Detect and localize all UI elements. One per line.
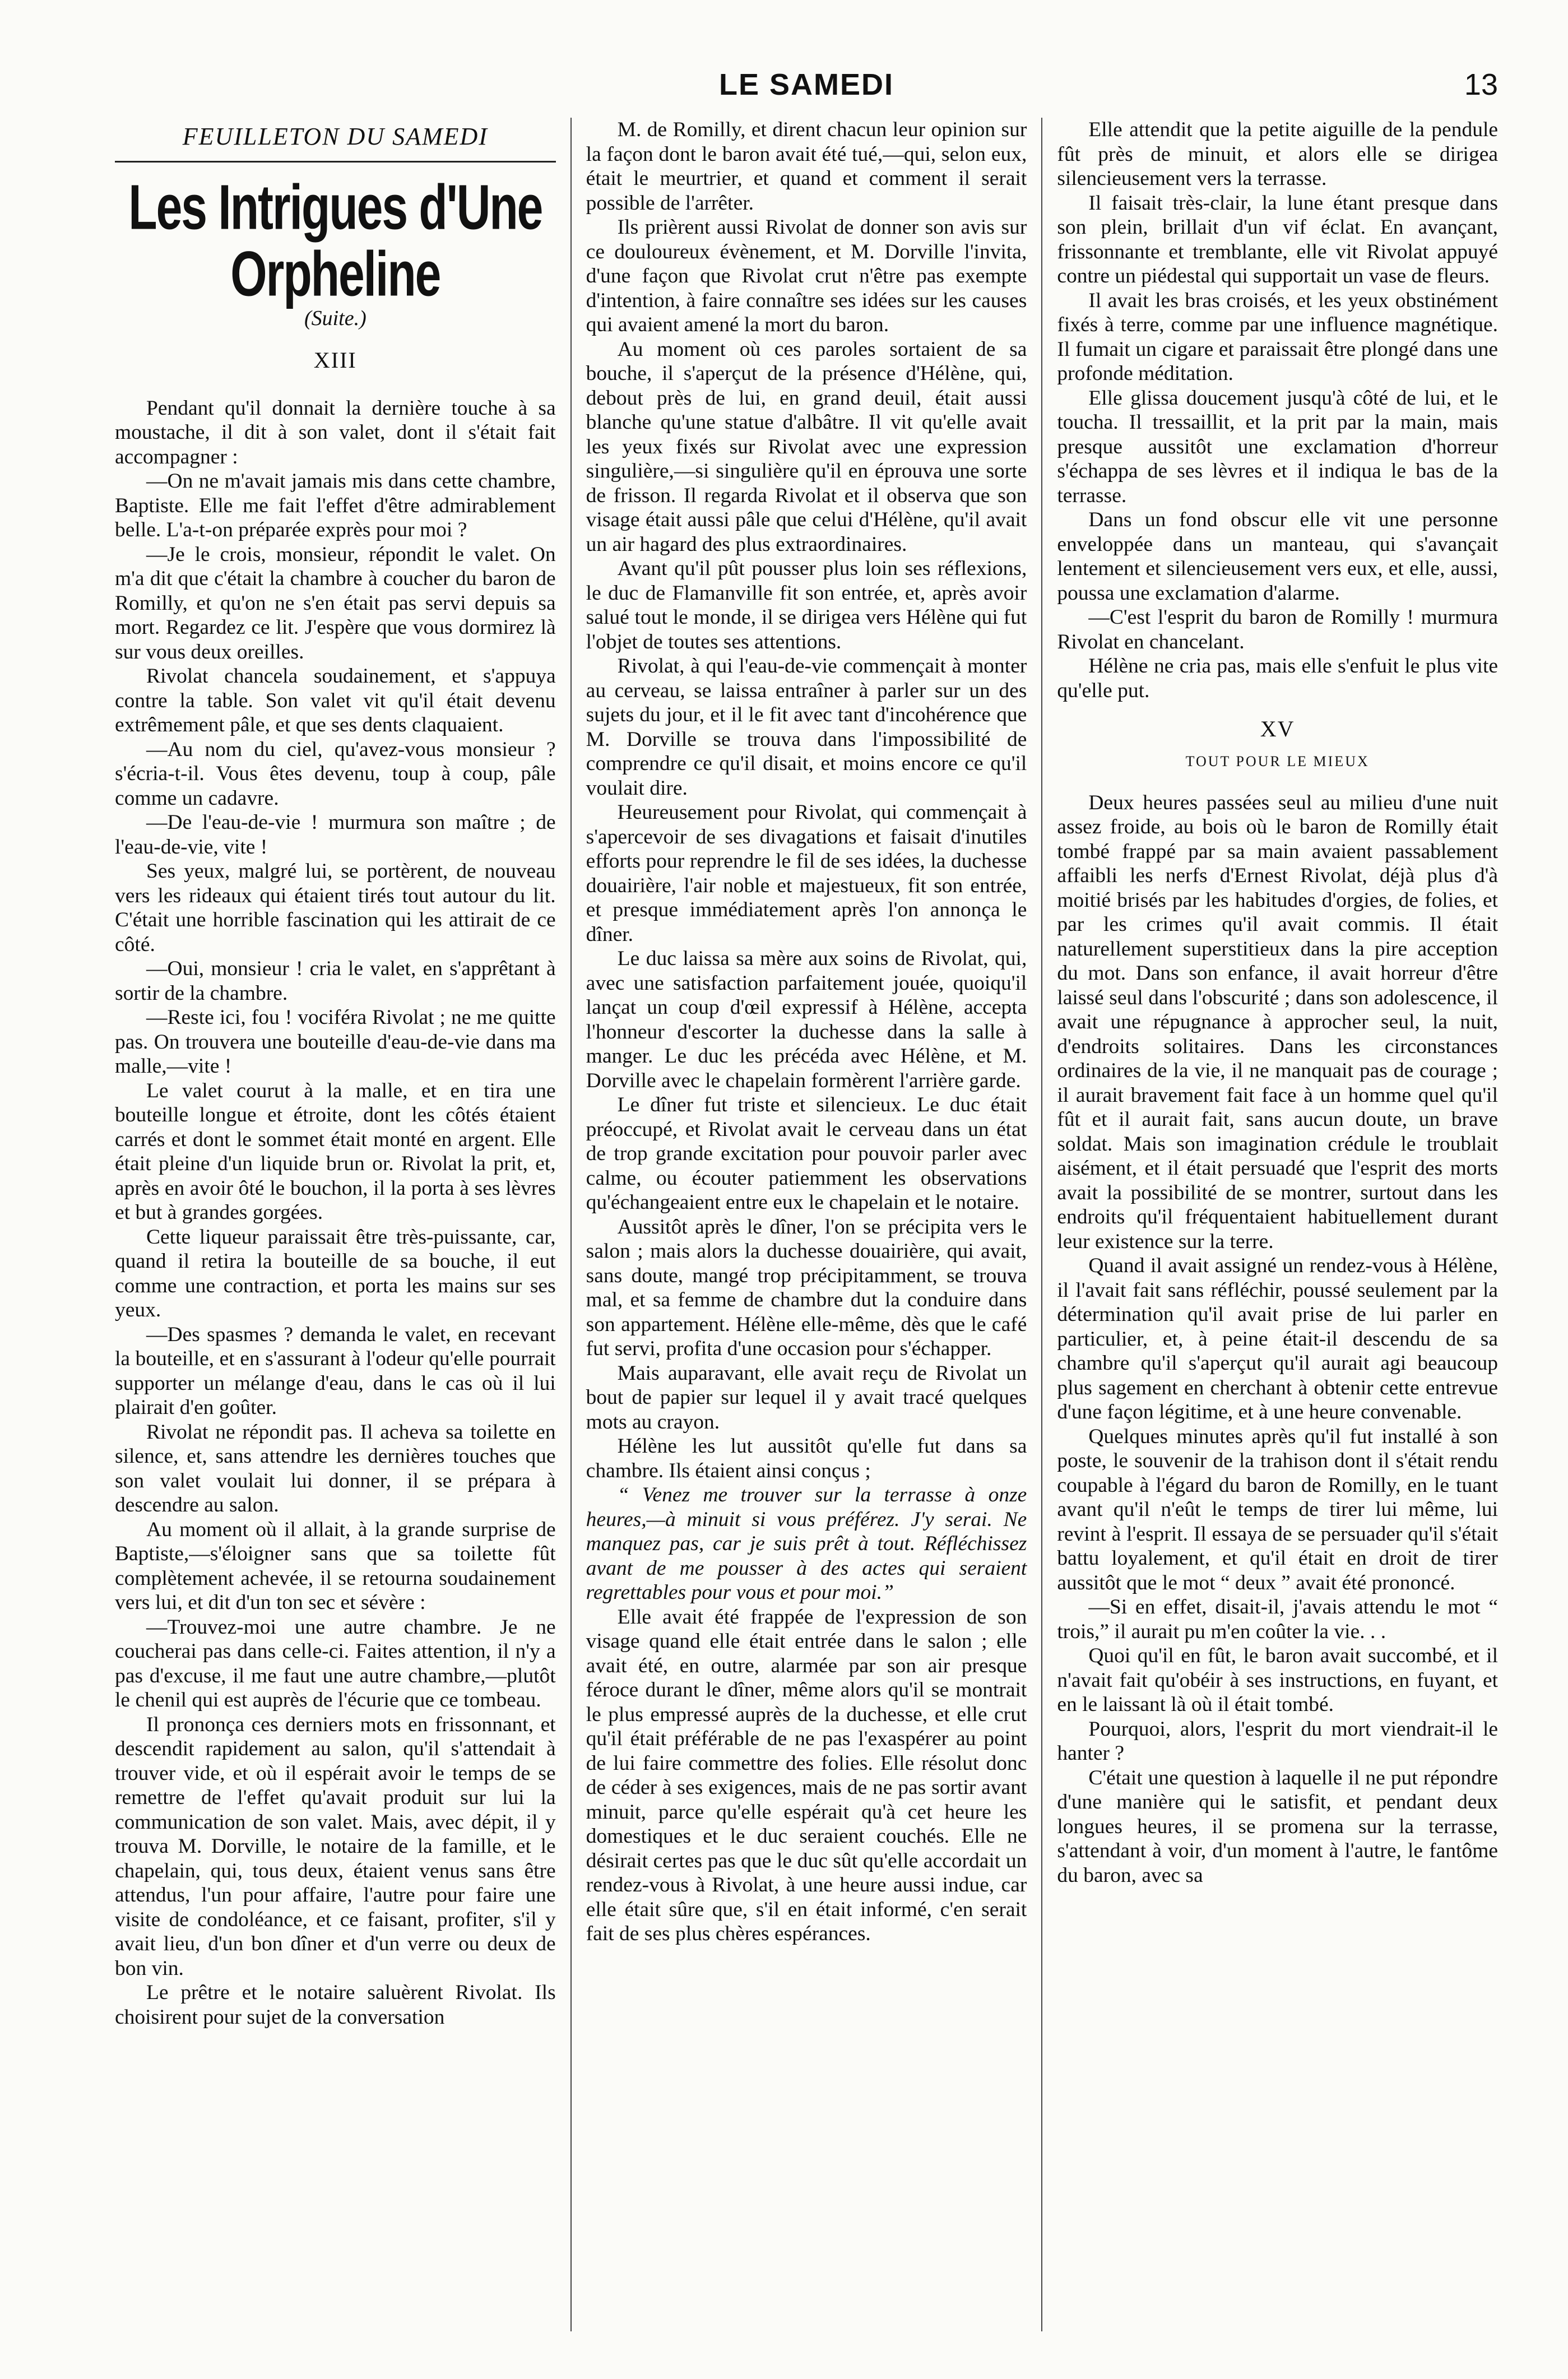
paragraph: Dans un fond obscur elle vit une personne enveloppée dans un manteau, qui s'avançait lentement et silencieusement vers eux, et elle, aussi, poussa une exclamation d'alarme. — [1057, 508, 1499, 605]
paragraph: Mais auparavant, elle avait reçu de Rivolat un bout de papier sur lequel il y avait tracé quelques mots au crayon. — [586, 1361, 1027, 1434]
paragraph: —Au nom du ciel, qu'avez-vous monsieur ? s'écria-t-il. Vous êtes devenu, toup à coup, pâle comme un cadavre. — [115, 738, 556, 810]
paragraph: Heureusement pour Rivolat, qui commençait à s'apercevoir de ses divagations et faisait d'inutiles efforts pour reprendre le fil de ses idées, la duchesse douairière, l'air noble et majestueux, fit son entrée, et presque immédiatement après l'on annonça le dîner. — [586, 801, 1027, 946]
story-title: Les Intrigues d'Une Orpheline — [128, 171, 542, 309]
paragraph: Quelques minutes après qu'il fut installé à son poste, le souvenir de la trahison dont il s'était rendu coupable à l'égard du baron de Romilly, en le tuant avant qu'il n'eût le temps de tirer lui même, lui revint à l'esprit. Il essaya de se persuader qu'il s'était battu loyalement, et qu'il était en droit de tirer aussitôt que le mot “ deux ” avait été prononcé. — [1057, 1425, 1499, 1594]
column-3-body-top — [1057, 118, 1498, 703]
newspaper-title: LE SAMEDI — [718, 68, 894, 101]
paragraph: —Je le crois, monsieur, répondit le valet. On m'a dit que c'était la chambre à coucher du baron de Romilly, et qu'on ne s'en était pas servi depuis sa mort. Regardez ce lit. J'espère que vous dormirez là sur vous deux oreilles. — [115, 542, 556, 664]
paragraph: —Des spasmes ? demanda le valet, en recevant la bouteille, et en s'assurant à l'odeur qu'elle pourrait supporter un mélange d'eau, dans le cas où il lui plairait d'en goûter. — [115, 1323, 556, 1420]
paragraph: —Trouvez-moi une autre chambre. Je ne coucherai pas dans celle-ci. Faites attention, il n'y a pas d'excuse, il me faut une autre chambre,—plutôt le chenil qui est auprès de l'écurie que ce tombeau. — [115, 1615, 556, 1712]
paragraph: —C'est l'esprit du baron de Romilly ! murmura Rivolat en chancelant. — [1057, 606, 1499, 653]
paragraph: Rivolat ne répondit pas. Il acheva sa toilette en silence, et, sans attendre les dernières touches que son valet voulait lui donner, il se prépara à descendre au salon. — [115, 1420, 556, 1517]
chapter-heading-xv: XV — [1260, 716, 1295, 741]
paragraph: Cette liqueur paraissait être très-puissante, car, quand il retira la bouteille de sa bouche, il eut comme une contraction, et porta les mains sur ses yeux. — [115, 1225, 556, 1322]
paragraph: Quoi qu'il en fût, le baron avait succombé, et il n'avait fait qu'obéir à ses instructions, en fuyant, et en le laissant là où il était tombé. — [1057, 1644, 1499, 1717]
paragraph: Le dîner fut triste et silencieux. Le duc était préoccupé, et Rivolat avait le cerveau dans un état de trop grande excitation pour pouvoir parler avec calme, ou écouter patiemment les observations qu'échangeaient entre eux le chapelain et le notaire. — [586, 1093, 1027, 1214]
paragraph: Aussitôt après le dîner, l'on se précipita vers le salon ; mais alors la duchesse douairière, qui avait, sans doute, mangé trop précipitamment, se trouva mal, et sa femme de chambre dut la conduire dans son appartement. Hélène elle-même, dès que le café fut servi, profita d'une occasion pour s'échapper. — [586, 1215, 1027, 1360]
paragraph: —On ne m'avait jamais mis dans cette chambre, Baptiste. Elle me fait l'effet d'être admirablement belle. L'a-t-on préparée exprès pour moi ? — [115, 470, 556, 542]
paragraph: Rivolat, à qui l'eau-de-vie commençait à monter au cerveau, se laissa entraîner à parler sur un des sujets du jour, et il le fit avec tant d'incohérence que M. Dorville se trouva dans l'impossibilité de comprendre ce qu'il disait, et moins encore ce qu'il voulait dire. — [586, 655, 1027, 800]
paragraph: Hélène ne cria pas, mais elle s'enfuit le plus vite qu'elle put. — [1057, 655, 1499, 702]
column-1-body — [115, 396, 556, 2030]
paragraph: Pourquoi, alors, l'esprit du mort viendrait-il le hanter ? — [1057, 1717, 1499, 1765]
chapter-heading-xiii: XIII — [313, 347, 357, 373]
paragraph: Pendant qu'il donnait la dernière touche à sa moustache, il dit à son valet, dont il s'était fait accompagner : — [115, 396, 556, 469]
paragraph: Il prononça ces derniers mots en frissonnant, et descendit rapidement au salon, qu'il s'attendait à trouver vide, et où il espérait avoir le temps de se remettre de l'effet qu'avait produit sur lui la communication de son valet. Mais, avec dépit, il y trouva M. Dorville, le notaire de la famille, et le chapelain, qui, tous deux, étaient venus sans être attendus, l'un pour affaire, l'autre pour faire une visite de condoléance, et ce faisant, profiter, s'il y avait lieu, d'un bon dîner et d'un verre ou deux de bon vin. — [115, 1713, 556, 1980]
column-1 — [115, 118, 570, 2331]
column-2-body — [586, 118, 1027, 1946]
paragraph: Le duc laissa sa mère aux soins de Rivolat, qui, avec une satisfaction parfaitement jouée, quoiqu'il lançat un coup d'œil expressif à Hélène, accepta l'honneur d'escorter la duchesse dans la salle à manger. Le duc les précéda avec Hélène, et M. Dorville avec le chapelain formèrent l'arrière garde. — [586, 947, 1027, 1092]
masthead — [115, 0, 1498, 118]
paragraph: —Si en effet, disait-il, j'avais attendu le mot “ trois,” il aurait pu m'en coûter la vie. . . — [1057, 1596, 1499, 1643]
paragraph: Le prêtre et le notaire saluèrent Rivolat. Ils choisirent pour sujet de la conversation — [115, 1981, 556, 2029]
paragraph: Au moment où ces paroles sortaient de sa bouche, il s'aperçut de la présence d'Hélène, qui, debout près de lui, en grand deuil, était aussi blanche qu'une statue d'albâtre. Il vit qu'elle avait les yeux fixés sur Rivolat avec une expression singulière,—si singulière qu'il en éprouva une sorte de frisson. Il regarda Rivolat et il observa que son visage était aussi pâle que celui d'Hélène, qu'il avait un air hagard des plus extraordinaires. — [586, 337, 1027, 556]
paragraph: Ils prièrent aussi Rivolat de donner son avis sur ce douloureux évènement, et M. Dorville l'invita, d'une façon que Rivolat crut n'être pas exempte d'intention, à faire connaître ses idées sur les causes qui avaient amené la mort du baron. — [586, 216, 1027, 336]
paragraph: Rivolat chancela soudainement, et s'appuya contre la table. Son valet vit qu'il était devenu extrêmement pâle, et que ses dents claquaient. — [115, 665, 556, 737]
paragraph: Deux heures passées seul au milieu d'une nuit assez froide, au bois où le baron de Romilly était tombé frappé par sa main avaient passablement affaibli les nerfs d'Ernest Rivolat, déjà plus d'à moitié brisés par les habitudes d'orgies, de folies, et par les crimes qu'il avait commis. Il était naturellement superstitieux dans la pire acception du mot. Dans son enfance, il avait horreur d'être laissé seul dans l'obscurité ; dans son adolescence, il avait une répugnance à approcher seul, la nuit, d'endroits solitaires. Dans les circonstances ordinaires de la vie, il ne manquait pas de courage ; il aurait bravement fait face à un homme quel qu'il fût et il aurait fait, sans aucun doute, un brave soldat. Mais son imagination crédule le troublait aisément, et il était persuadé que l'esprit des morts avait la possibilité de se montrer, surtout dans les endroits qu'il fréquentaient habituellement durant leur existence sur la terre. — [1057, 791, 1499, 1253]
paragraph: M. de Romilly, et dirent chacun leur opinion sur la façon dont le baron avait été tué,—qui, selon eux, était le meurtrier, et quand et comment il serait possible de l'arrêter. — [586, 118, 1027, 215]
paragraph: Elle glissa doucement jusqu'à côté de lui, et le toucha. Il tressaillit, et la prit par la main, mais presque aussitôt une exclamation d'horreur s'échappa de ses lèvres et il indiqua le bas de la terrasse. — [1057, 386, 1499, 507]
paragraph: Elle avait été frappée de l'expression de son visage quand elle était entrée dans le salon ; elle avait été, en outre, alarmée par son air presque féroce durant le dîner, même alors qu'il se montrait le plus empressé auprès de la duchesse, et elle crut qu'il était préférable de ne pas l'exaspérer au point de lui faire commettre des folies. Elle résolut donc de céder à ses exigences, mais de ne pas sortir avant minuit, parce qu'elle espérait qu'à cet heure les domestiques et le duc seraient couchés. Elle ne désirait certes pas que le duc sût qu'elle accordait un rendez-vous à Rivolat, à une heure aussi indue, car elle était sûre que, s'il en était informé, c'en serait fait de ses plus chères espérances. — [586, 1605, 1027, 1945]
paragraph: C'était une question à laquelle il ne put répondre d'une manière qui le satisfit, et pendant deux longues heures, il se promena sur la terrasse, s'attendant à voir, d'un moment à l'autre, le fantôme du baron, avec sa — [1057, 1766, 1499, 1887]
text-columns — [115, 118, 1498, 2331]
suite-label: (Suite.) — [304, 307, 367, 331]
paragraph: Quand il avait assigné un rendez-vous à Hélène, il l'avait fait sans réfléchir, poussé seulement par la détermination qu'il avait prise de lui parler en particulier, et, à peine était-il descendu de sa chambre qu'il s'aperçut qu'il aurait agi beaucoup plus sagement en cherchant à obtenir cette entrevue d'une façon légitime, et à une heure convenable. — [1057, 1254, 1499, 1424]
paragraph: —Reste ici, fou ! vociféra Rivolat ; ne me quitte pas. On trouvera une bouteille d'eau-de-vie dans ma malle,—vite ! — [115, 1006, 556, 1078]
column-3 — [1041, 118, 1498, 2331]
paragraph: Ses yeux, malgré lui, se portèrent, de nouveau vers les rideaux qui étaient tirés tout autour du lit. C'était une horrible fascination qui les attirait de ce côté. — [115, 860, 556, 956]
paragraph: Elle attendit que la petite aiguille de la pendule fût près de minuit, et alors elle se dirigea silencieusement vers la terrasse. — [1057, 118, 1499, 190]
paragraph: —Oui, monsieur ! cria le valet, en s'apprêtant à sortir de la chambre. — [115, 957, 556, 1005]
paragraph: Hélène les lut aussitôt qu'elle fut dans sa chambre. Ils étaient ainsi conçus ; — [586, 1435, 1027, 1482]
page-number: 13 — [1464, 68, 1498, 101]
paragraph: —De l'eau-de-vie ! murmura son maître ; de l'eau-de-vie, vite ! — [115, 811, 556, 859]
paragraph: Au moment où il allait, à la grande surprise de Baptiste,—s'éloigner sans que sa toilette fût complètement achevée, il se retourna soudainement vers lui, et dit d'un ton sec et sévère : — [115, 1518, 556, 1615]
paragraph: “ Venez me trouver sur la terrasse à onze heures,—à minuit si vous préférez. J'y serai. Ne manquez pas, car je suis prêt à tout. Réfléchissez avant de me pousser à des actes qui seraient regrettables pour vous et pour moi.” — [586, 1483, 1027, 1604]
paragraph: Il avait les bras croisés, et les yeux obstinément fixés à terre, comme par une influence magnétique. Il fumait un cigare et paraissait être plongé dans une profonde méditation. — [1057, 289, 1499, 385]
column-3-body-bottom — [1057, 791, 1498, 1888]
column-2 — [570, 118, 1042, 2331]
paragraph: Avant qu'il pût pousser plus loin ses réflexions, le duc de Flamanville fit son entrée, et, après avoir salué tout le monde, il se dirigea vers Hélène qui fut l'objet de toutes ses attentions. — [586, 557, 1027, 653]
feuilleton-header: FEUILLETON DU SAMEDI — [182, 123, 488, 150]
paragraph: Le valet courut à la malle, et en tira une bouteille longue et étroite, dont les côtés étaient carrés et dont le sommet était monté en argent. Elle était pleine d'un liquide brun or. Rivolat la prit, et, après en avoir ôté le bouchon, il la porta à ses lèvres et but à grandes gorgées. — [115, 1079, 556, 1225]
header-rule — [115, 161, 556, 163]
paragraph: Il faisait très-clair, la lune étant presque dans son plein, brillait d'un vif éclat. En avançant, frissonnante et tremblante, elle vit Rivolat appuyé contre un piédestal qui supportait un vase de fleurs. — [1057, 191, 1499, 287]
chapter-subtitle-xv: TOUT POUR LE MIEUX — [1185, 753, 1370, 770]
